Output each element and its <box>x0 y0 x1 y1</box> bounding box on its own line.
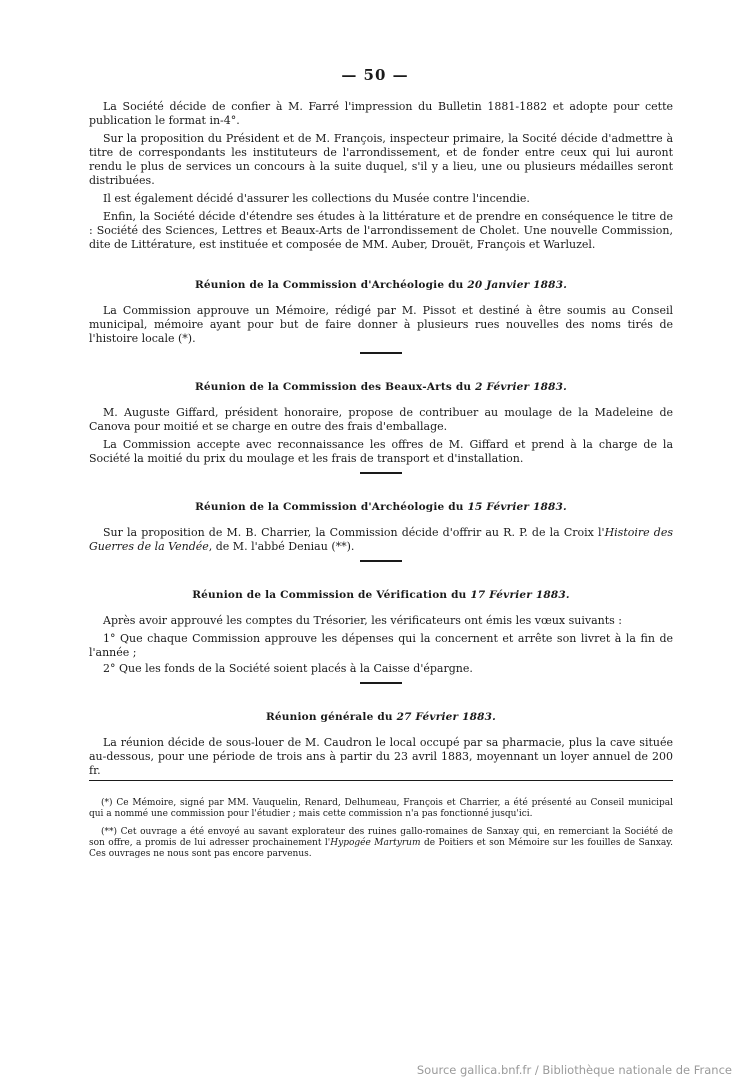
paragraph: La réunion décide de sous-louer de M. Caudron le local occupé par sa pharmacie, plus la cave située au-dessous, pour une période de trois ans à partir du 23 avril 1883, moyennant un loyer annuel de 200 fr. <box>89 736 673 777</box>
heading-text: Réunion de la Commission d'Archéologie du <box>194 279 464 291</box>
paragraph <box>89 526 673 554</box>
heading-date: 15 Février 1883. <box>467 501 567 513</box>
book-title: Histoire des Guerres de la Vendée <box>89 526 673 553</box>
paragraph: Enfin, la Société décide d'étendre ses études à la littérature et de prendre en conséquence le titre de : Société des Sciences, Lettres et Beaux-Arts de l'arrondissement de Cholet. Une nouvelle Commission, dite de Littérature, est instituée et composée de MM. Auber, Drouët, François et Warluzel. <box>89 210 673 251</box>
text-run: de Poitiers et son Mémoire sur les fouilles de Sanxay. Ces ouvrages ne nous sont pas encore parvenus. <box>89 838 674 859</box>
text-run: (**) Cet ouvrage a été envoyé au savant explorateur des ruines gallo-romaines de Sanxay qui, en remerciant la Société de son offre, a promis de lui adresser prochainement l' <box>89 827 673 848</box>
heading-text: Réunion générale du <box>266 711 393 723</box>
heading-text: Réunion de la Commission des Beaux-Arts du <box>194 381 472 393</box>
paragraph: La Commission approuve un Mémoire, rédigé par M. Pissot et destiné à être soumis au Conseil municipal, mémoire ayant pour but de faire donner à plusieurs rues nouvelles des noms tirés de l'histoire locale (*). <box>89 304 673 345</box>
paragraph: M. Auguste Giffard, président honoraire, propose de contribuer au moulage de la Madeleine de Canova pour moitié et se charge en outre des frais d'emballage. <box>89 406 673 433</box>
page-number: — 50 — <box>341 66 409 84</box>
section-heading <box>89 500 673 514</box>
footnotes <box>89 798 673 867</box>
paragraph: Sur la proposition du Président et de M. François, inspecteur primaire, la Socité décide d'admettre à titre de correspondants les instituteurs de l'arrondissement, et de fonder entre ceux qui lui auront rendu le plus de services un concours à la suite duquel, s'il y a lieu, une ou plusieurs médailles seront distribuées. <box>89 132 673 187</box>
paragraph: La Société décide de confier à M. Farré l'impression du Bulletin 1881-1882 et adopte pour cette publication le format in-4°. <box>89 100 673 127</box>
section-divider <box>360 472 402 474</box>
footnote <box>89 827 673 860</box>
paragraph: Il est également décidé d'assurer les collections du Musée contre l'incendie. <box>103 192 530 205</box>
paragraph: La Commission accepte avec reconnaissance les offres de M. Giffard et prend à la charge de la Société la moitié du prix du moulage et les frais de transport et d'installation. <box>89 438 673 465</box>
page-body <box>89 100 673 782</box>
section-heading <box>89 278 673 292</box>
section-heading <box>89 710 673 724</box>
section-heading <box>89 380 673 394</box>
text-run: , de M. l'abbé Deniau (**). <box>208 540 355 553</box>
section-heading <box>89 588 673 602</box>
book-title: Hypogée Martyrum <box>330 838 421 848</box>
list-item: 1° Que chaque Commission approuve les dépenses qui la concernent et arrête son livret à la fin de l'année ; <box>89 632 673 659</box>
heading-date: 20 Janvier 1883. <box>467 279 568 291</box>
footnote: (*) Ce Mémoire, signé par MM. Vauquelin, Renard, Delhumeau, François et Charrier, a été présenté au Conseil municipal qui a nommé une commission pour l'étudier ; mais cette commission n'a pas fonctionné jusqu'ici. <box>89 798 673 819</box>
paragraph: Après avoir approuvé les comptes du Trésorier, les vérificateurs ont émis les vœux suivants : <box>103 614 622 627</box>
heading-date: 27 Février 1883. <box>396 711 496 723</box>
list-item: 2° Que les fonds de la Société soient placés à la Caisse d'épargne. <box>103 662 473 675</box>
heading-date: 17 Février 1883. <box>470 589 570 601</box>
text-run: Sur la proposition de M. B. Charrier, la Commission décide d'offrir au R. P. de la Croix l' <box>103 526 605 539</box>
section-divider <box>360 352 402 354</box>
heading-text: Réunion de la Commission d'Archéologie du <box>195 501 464 513</box>
section-divider <box>360 560 402 562</box>
footnote-divider <box>89 780 673 781</box>
source-credit: Source gallica.bnf.fr / Bibliothèque nationale de France <box>416 1063 732 1077</box>
section-divider <box>360 682 402 684</box>
heading-text: Réunion de la Commission de Vérification du <box>192 589 467 601</box>
heading-date: 2 Février 1883. <box>475 381 567 393</box>
